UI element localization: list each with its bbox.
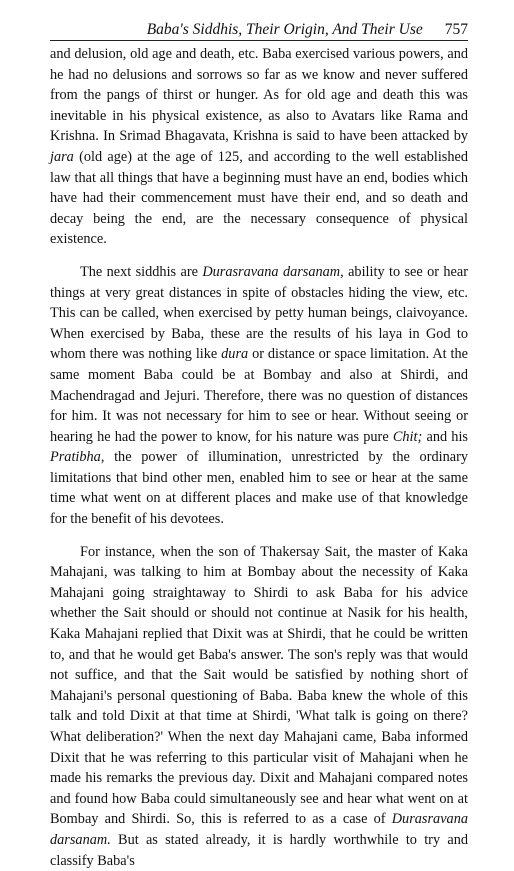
italic-term: dura (221, 346, 249, 363)
text-span: the power of illumination, unrestricted by the ordinary limitations that bind other men, enabled him to see or hear at the same time what went on at different places and make use of that knowledge for the benefit of his devotees. (50, 449, 468, 528)
text-span: But as stated already, it is hardly worthwhile to try and classify Baba's (50, 831, 468, 869)
running-head (50, 16, 468, 41)
italic-term: Durasravana darsanam, (202, 263, 344, 280)
italic-term: Chit; (392, 428, 423, 445)
running-head-title: Baba's Siddhis, Their Origin, And Their Use (146, 21, 423, 38)
text-span: The next siddhis are (80, 263, 203, 280)
body-text (50, 44, 468, 871)
paragraph-1 (50, 44, 468, 250)
text-span: and delusion, old age and death, etc. Baba exercised various powers, and he had no delusions and sorrows so far as we know and never suffered from the pangs of thirst or hunger. As for old age and death this was inevitable in his physical existence, as also to Avatars like Rama and Krishna. In Srimad Bhagavata, Krishna is said to have been attacked by (50, 46, 468, 145)
italic-term: Durasravana darsanam. (50, 811, 468, 848)
text-span: ability to see or hear things at very great distances in spite of obstacles hiding the view, etc. This can be called, when exercised by petty human beings, claivoyance. When exercised by Baba, these are the results of his laya in God to whom there was nothing like (50, 263, 468, 363)
italic-term: jara (50, 148, 74, 165)
text-span: and his (422, 428, 468, 445)
paragraph-3 (50, 542, 468, 871)
paragraph-2 (50, 262, 468, 530)
text-span: (old age) at the age of 125, and according to the well established law that all things that have a beginning must have an end, bodies which have had their commencement must have their end, and so death and decay being the end, are the necessary consequence of physical existence. (50, 148, 468, 248)
italic-term: Pratibha, (50, 449, 105, 466)
page-number: 757 (444, 21, 468, 38)
text-span: For instance, when the son of Thakersay Sait, the master of Kaka Mahajani, was talking to him at Bombay about the necessity of Kaka Mahajani going straightaway to Shirdi to ask Baba for his advice whether the Sait should or should not continue at Nasik for his health, Kaka Mahajani replied that Dixit was at Shirdi, that he could be written to, and that he would get Baba's answer. The son's reply was that would not suffice, and that the Sait would be satisfied by nothing short of Mahajani's personal questioning of Baba. Baba knew the whole of this talk and told Dixit at that time at Shirdi, 'What talk is going on there? What deliberation?' When the next day Mahajani came, Baba informed Dixit that he was referring to this particular visit of Mahajani when he made his remarks the previous day. Dixit and Mahajani compared notes and found how Baba could simultaneously see and hear what went on at Bombay and Shirdi. So, this is referred to as a case of (50, 543, 468, 828)
text-span: or distance or space limitation. At the same moment Baba could be at Bombay and also at Shirdi, and Machendragad and Jejuri. Therefore, there was no question of distances for him. It was not necessary for him to see or hear. Without seeing or hearing he had the power to know, for his nature was pure (50, 346, 468, 445)
